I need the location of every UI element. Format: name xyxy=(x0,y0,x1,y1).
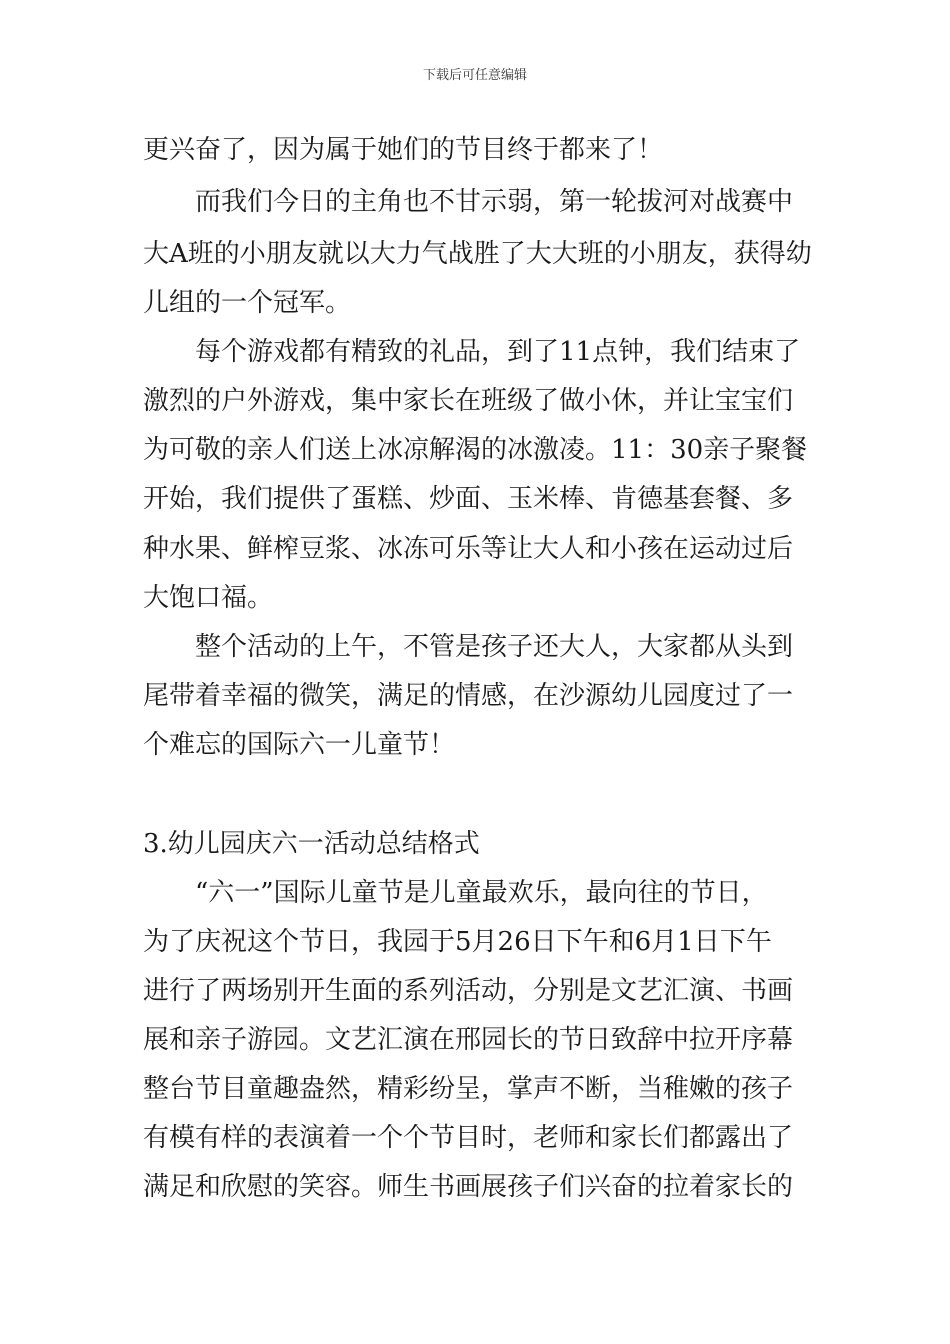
text-line: 进行了两场别开生面的系列活动，分别是文艺汇演、书画 xyxy=(143,976,794,1006)
text-line: 整个活动的上午，不管是孩子还大人，大家都从头到 xyxy=(143,632,794,662)
text-line: 大饱口福。 xyxy=(143,583,274,613)
text-line: 每个游戏都有精致的礼品，到了11点钟，我们结束了 xyxy=(143,337,801,367)
text-line: 更兴奋了，因为属于她们的节目终于都来了！ xyxy=(143,135,664,165)
text-line: 开始，我们提供了蛋糕、炒面、玉米棒、肯德基套餐、多 xyxy=(143,484,794,514)
text-line: 尾带着幸福的微笑，满足的情感，在沙源幼儿园度过了一 xyxy=(143,681,794,711)
text-line: 而我们今日的主角也不甘示弱，第一轮拔河对战赛中 xyxy=(143,187,794,217)
text-line: 个难忘的国际六一儿童节！ xyxy=(143,730,456,760)
section-heading: 3.幼儿园庆六一活动总结格式 xyxy=(143,829,480,859)
page-header: 下载后可任意编辑 xyxy=(422,68,527,83)
text-line: 满足和欣慰的笑容。师生书画展孩子们兴奋的拉着家长的 xyxy=(143,1172,794,1202)
text-line: 儿组的一个冠军。 xyxy=(143,288,352,318)
text-line: 为了庆祝这个节日，我园于5月26日下午和6月1日下午 xyxy=(143,927,772,957)
text-line: 整台节目童趣盎然，精彩纷呈，掌声不断，当稚嫩的孩子 xyxy=(143,1074,794,1104)
text-line: 激烈的户外游戏，集中家长在班级了做小休，并让宝宝们 xyxy=(143,386,794,416)
text-line: 大A班的小朋友就以大力气战胜了大大班的小朋友，获得幼 xyxy=(143,239,812,269)
text-line: 展和亲子游园。文艺汇演在邢园长的节日致辞中拉开序幕 xyxy=(143,1025,794,1055)
text-line: 有模有样的表演着一个个节目时，老师和家长们都露出了 xyxy=(143,1123,794,1153)
text-line: “六一”国际儿童节是儿童最欢乐，最向往的节日， xyxy=(143,878,768,908)
text-line: 种水果、鲜榨豆浆、冰冻可乐等让大人和小孩在运动过后 xyxy=(143,534,794,564)
text-line: 为可敬的亲人们送上冰凉解渴的冰激凌。11：30亲子聚餐 xyxy=(143,435,808,465)
